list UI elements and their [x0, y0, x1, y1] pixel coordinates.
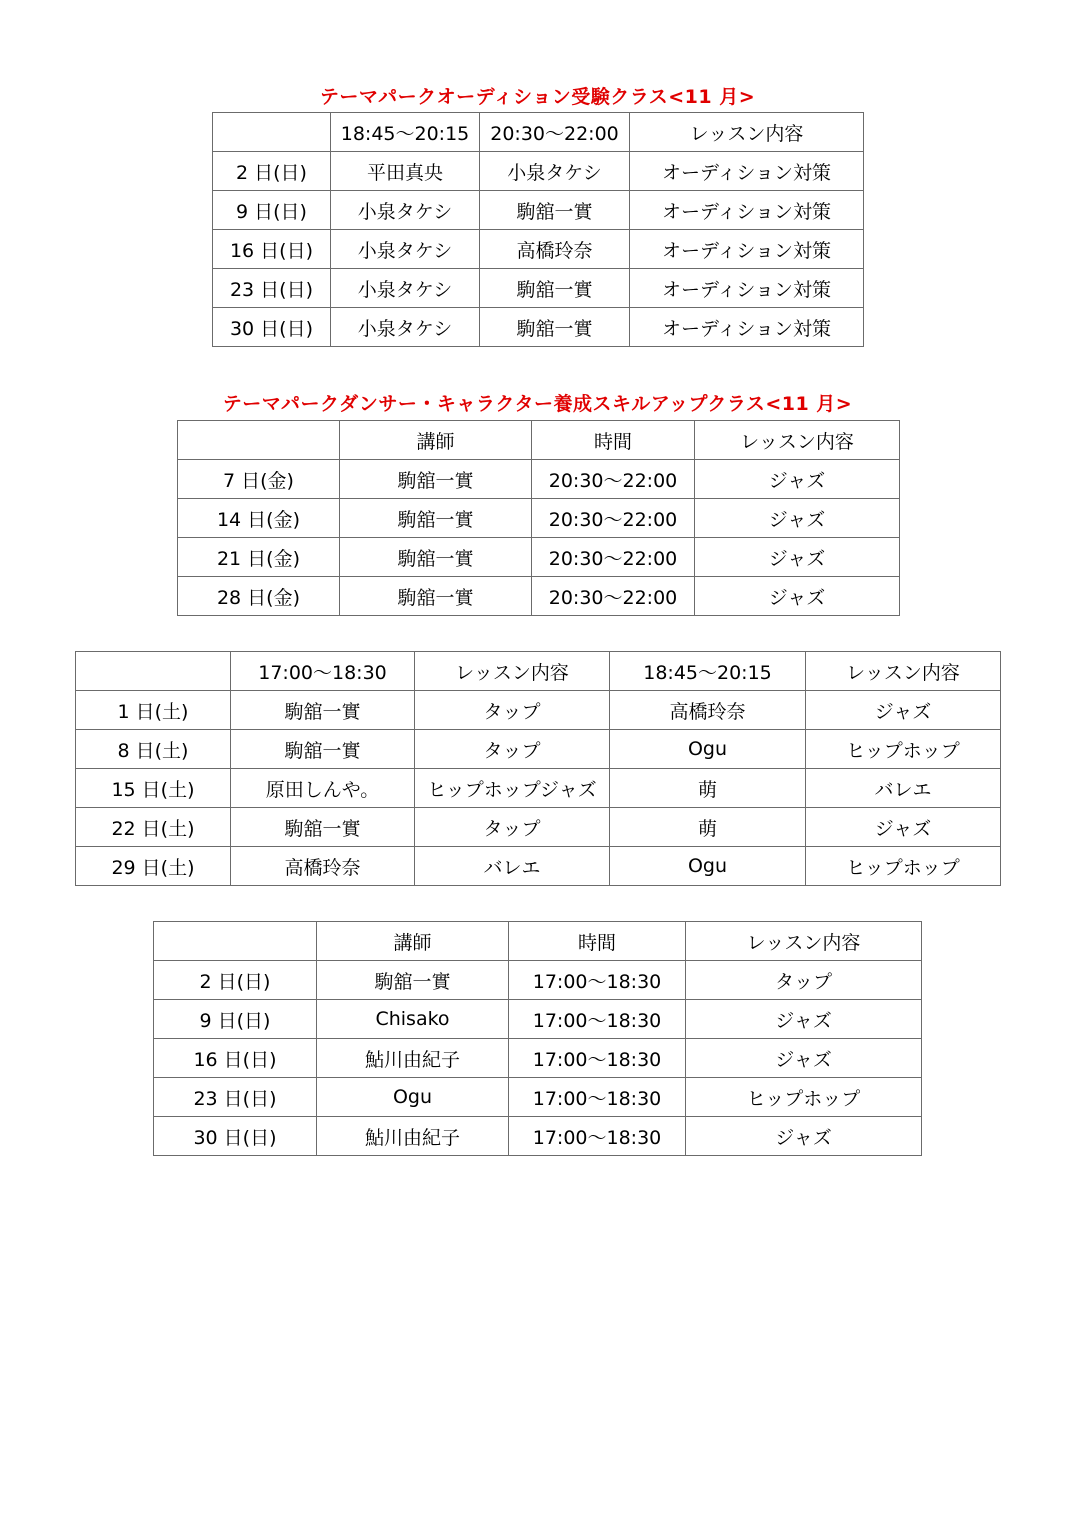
date-cell: 7 日(金): [178, 460, 340, 499]
header-row: [213, 113, 864, 152]
table-row: [154, 1000, 922, 1039]
table-row: [178, 499, 900, 538]
table-cell: 18:45～20:15: [331, 113, 480, 152]
table-cell: 駒舘一實: [480, 269, 630, 308]
table-cell: ジャズ: [686, 1117, 922, 1156]
table-cell: 時間: [509, 922, 686, 961]
table-row: [76, 847, 1001, 886]
table-row: [76, 769, 1001, 808]
table-cell: ヒップホップ: [806, 847, 1001, 886]
date-cell: 30 日(日): [213, 308, 331, 347]
table-cell: 20:30～22:00: [532, 499, 695, 538]
table-cell: 鮎川由紀子: [317, 1039, 509, 1078]
date-cell: 21 日(金): [178, 538, 340, 577]
table-cell: 鮎川由紀子: [317, 1117, 509, 1156]
table-cell: レッスン内容: [695, 421, 900, 460]
table-cell: ジャズ: [695, 538, 900, 577]
table-cell: 駒舘一實: [231, 691, 415, 730]
table-row: [76, 730, 1001, 769]
table-cell: 講師: [317, 922, 509, 961]
date-cell: 2 日(日): [213, 152, 331, 191]
table-cell: 原田しんや。: [231, 769, 415, 808]
date-cell: 22 日(土): [76, 808, 231, 847]
table-row: [213, 191, 864, 230]
date-cell: 23 日(日): [213, 269, 331, 308]
table-cell: Ogu: [610, 847, 806, 886]
date-cell: 1 日(土): [76, 691, 231, 730]
table-cell: ジャズ: [695, 577, 900, 616]
table-cell: 平田真央: [331, 152, 480, 191]
header-row: [178, 421, 900, 460]
date-cell: [178, 421, 340, 460]
skillup-class-table: [177, 420, 900, 616]
table-cell: 小泉タケシ: [331, 230, 480, 269]
table-cell: 17:00～18:30: [509, 1078, 686, 1117]
table-cell: レッスン内容: [415, 652, 610, 691]
table-cell: タップ: [415, 808, 610, 847]
date-cell: 9 日(日): [213, 191, 331, 230]
table-row: [76, 808, 1001, 847]
table-cell: 駒舘一實: [340, 577, 532, 616]
table-cell: 小泉タケシ: [331, 191, 480, 230]
section2-title: テーマパークダンサー・キャラクター養成スキルアップクラス<11 月>: [222, 393, 853, 415]
table-cell: ジャズ: [806, 691, 1001, 730]
table-row: [178, 538, 900, 577]
table-cell: 駒舘一實: [231, 730, 415, 769]
table-cell: ヒップホップジャズ: [415, 769, 610, 808]
table-cell: 17:00～18:30: [509, 1039, 686, 1078]
date-cell: [154, 922, 317, 961]
table-cell: ヒップホップ: [806, 730, 1001, 769]
table-cell: ジャズ: [806, 808, 1001, 847]
table-cell: 20:30～22:00: [532, 577, 695, 616]
table-row: [154, 1117, 922, 1156]
table-cell: 駒舘一實: [231, 808, 415, 847]
audition-class-table: [212, 112, 864, 347]
table-cell: バレエ: [415, 847, 610, 886]
date-cell: 16 日(日): [213, 230, 331, 269]
table-cell: 20:30～22:00: [532, 538, 695, 577]
table-row: [213, 308, 864, 347]
table-cell: オーディション対策: [630, 230, 864, 269]
table-cell: バレエ: [806, 769, 1001, 808]
saturday-schedule-table: [75, 651, 1001, 886]
date-cell: 8 日(土): [76, 730, 231, 769]
table-cell: Ogu: [610, 730, 806, 769]
table-row: [178, 577, 900, 616]
table-cell: ジャズ: [686, 1039, 922, 1078]
date-cell: 29 日(土): [76, 847, 231, 886]
table-cell: 駒舘一實: [480, 308, 630, 347]
table-cell: 時間: [532, 421, 695, 460]
table-row: [154, 1078, 922, 1117]
table-cell: 17:00～18:30: [231, 652, 415, 691]
section1-title: テーマパークオーディション受験クラス<11 月>: [319, 86, 756, 108]
table-row: [213, 269, 864, 308]
table-cell: 高橋玲奈: [231, 847, 415, 886]
table-cell: 駒舘一實: [340, 538, 532, 577]
table-cell: 駒舘一實: [340, 460, 532, 499]
table-cell: 小泉タケシ: [331, 269, 480, 308]
table-cell: 講師: [340, 421, 532, 460]
table-cell: Chisako: [317, 1000, 509, 1039]
table-cell: タップ: [686, 961, 922, 1000]
date-cell: 30 日(日): [154, 1117, 317, 1156]
table-cell: 小泉タケシ: [480, 152, 630, 191]
table-cell: 高橋玲奈: [480, 230, 630, 269]
table-cell: ジャズ: [686, 1000, 922, 1039]
table-cell: 20:30～22:00: [532, 460, 695, 499]
table-cell: タップ: [415, 730, 610, 769]
table-cell: レッスン内容: [630, 113, 864, 152]
table-cell: 駒舘一實: [340, 499, 532, 538]
table-cell: 萌: [610, 808, 806, 847]
date-cell: 16 日(日): [154, 1039, 317, 1078]
table-cell: ヒップホップ: [686, 1078, 922, 1117]
date-cell: 28 日(金): [178, 577, 340, 616]
table-cell: 20:30～22:00: [480, 113, 630, 152]
sunday-schedule-table: [153, 921, 922, 1156]
table-row: [213, 230, 864, 269]
table-cell: オーディション対策: [630, 308, 864, 347]
table-cell: 駒舘一實: [317, 961, 509, 1000]
header-row: [76, 652, 1001, 691]
date-cell: 9 日(日): [154, 1000, 317, 1039]
table-row: [213, 152, 864, 191]
header-row: [154, 922, 922, 961]
table-cell: Ogu: [317, 1078, 509, 1117]
table-row: [154, 1039, 922, 1078]
table-cell: 18:45～20:15: [610, 652, 806, 691]
table-cell: 17:00～18:30: [509, 1117, 686, 1156]
table-cell: 駒舘一實: [480, 191, 630, 230]
table-row: [76, 691, 1001, 730]
date-cell: 23 日(日): [154, 1078, 317, 1117]
date-cell: 2 日(日): [154, 961, 317, 1000]
date-cell: [76, 652, 231, 691]
table-row: [178, 460, 900, 499]
date-cell: 15 日(土): [76, 769, 231, 808]
table-cell: オーディション対策: [630, 152, 864, 191]
date-cell: 14 日(金): [178, 499, 340, 538]
table-cell: レッスン内容: [806, 652, 1001, 691]
table-cell: 17:00～18:30: [509, 961, 686, 1000]
table-cell: 17:00～18:30: [509, 1000, 686, 1039]
table-cell: 萌: [610, 769, 806, 808]
table-cell: オーディション対策: [630, 269, 864, 308]
table-cell: ジャズ: [695, 499, 900, 538]
table-row: [154, 961, 922, 1000]
table-cell: 高橋玲奈: [610, 691, 806, 730]
table-cell: 小泉タケシ: [331, 308, 480, 347]
table-cell: タップ: [415, 691, 610, 730]
table-cell: オーディション対策: [630, 191, 864, 230]
table-cell: レッスン内容: [686, 922, 922, 961]
table-cell: ジャズ: [695, 460, 900, 499]
date-cell: [213, 113, 331, 152]
